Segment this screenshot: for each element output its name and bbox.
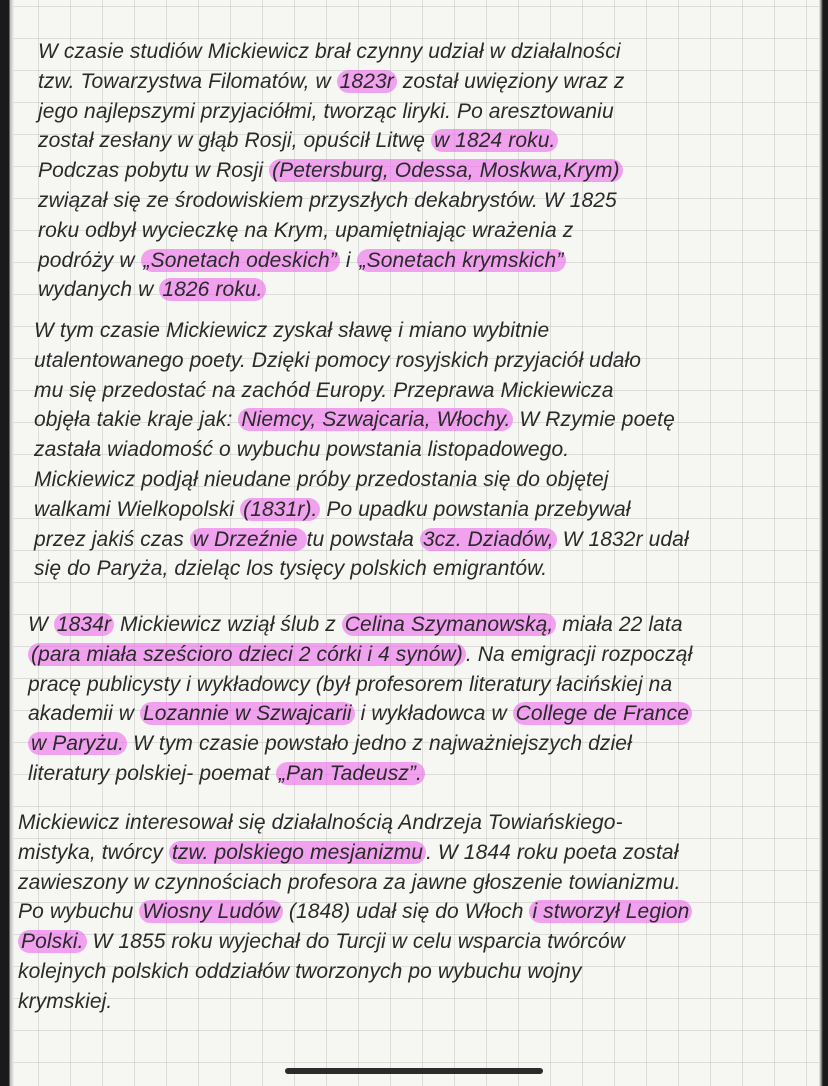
text-line bbox=[28, 610, 692, 640]
text-segment: objęła takie kraje jak: bbox=[34, 408, 239, 432]
text-line bbox=[38, 186, 625, 216]
highlighted-text: w Paryżu. bbox=[28, 732, 127, 755]
text-segment: akademii w bbox=[28, 702, 140, 726]
text-segment: walkami Wielkopolski bbox=[34, 497, 241, 521]
text-line bbox=[18, 987, 692, 1017]
text-line bbox=[38, 216, 625, 246]
highlighted-text: College de France bbox=[513, 702, 692, 725]
text-segment: roku odbył wycieczkę na Krym, upamiętniając wrażenia z bbox=[38, 218, 574, 242]
highlighted-text: „Sonetach krymskich” bbox=[357, 249, 567, 272]
text-line bbox=[38, 246, 625, 276]
text-line bbox=[18, 927, 692, 957]
text-segment: Podczas pobytu w Rosji bbox=[38, 159, 270, 183]
text-segment: (1848) udał się do Włoch bbox=[282, 900, 530, 924]
text-line bbox=[34, 405, 689, 435]
highlighted-text: „Pan Tadeusz”. bbox=[276, 762, 425, 785]
text-line bbox=[38, 37, 625, 67]
text-line bbox=[38, 275, 625, 305]
highlighted-text: 1834r bbox=[54, 613, 114, 636]
text-segment: Mickiewicz interesował się działalnością Andrzeja Towiańskiego- bbox=[18, 811, 623, 834]
text-line bbox=[28, 699, 692, 729]
text-segment: utalentowanego poety. Dzięki pomocy rosyjskich przyjaciół udało bbox=[34, 348, 642, 372]
highlighted-text: Wiosny Ludów bbox=[139, 900, 283, 923]
text-line bbox=[34, 376, 689, 406]
text-line bbox=[34, 525, 689, 555]
text-segment: został zesłany w głąb Rosji, opuścił Litwę bbox=[38, 129, 431, 153]
text-segment: mistyka, twórcy bbox=[18, 840, 169, 864]
paragraph-towianski bbox=[18, 808, 692, 1017]
highlighted-text: (Petersburg, Odessa, Moskwa,Krym) bbox=[269, 159, 623, 182]
text-line bbox=[18, 957, 692, 987]
text-line bbox=[38, 67, 625, 97]
text-segment: jego najlepszymi przyjaciółmi, tworząc liryki. Po aresztowaniu bbox=[38, 99, 614, 123]
highlighted-text: 1823r bbox=[337, 70, 397, 93]
text-segment: W czasie studiów Mickiewicz brał czynny udział w działalności bbox=[38, 40, 621, 63]
text-segment: związał się ze środowiskiem przyszłych dekabrystów. W 1825 bbox=[38, 188, 617, 212]
text-segment: Po wybuchu bbox=[18, 900, 140, 924]
text-line bbox=[28, 729, 692, 759]
text-line bbox=[34, 495, 689, 525]
text-segment: W tym czasie powstało jedno z najważniejszych dzieł bbox=[127, 732, 632, 756]
text-segment: W tym czasie Mickiewicz zyskał sławę i miano wybitnie bbox=[34, 319, 550, 342]
highlighted-text: (1831r). bbox=[240, 498, 320, 521]
text-segment: mu się przedostać na zachód Europy. Przeprawa Mickiewicza bbox=[34, 378, 614, 402]
paragraph-travels bbox=[34, 316, 689, 584]
highlighted-text: Celina Szymanowską, bbox=[342, 613, 557, 636]
text-line bbox=[28, 670, 692, 700]
text-segment: miała 22 lata bbox=[556, 613, 683, 636]
paragraph-studies bbox=[38, 37, 625, 305]
text-segment: się do Paryża, dzieląc los tysięcy polskich emigrantów. bbox=[34, 557, 548, 581]
text-line bbox=[34, 465, 689, 495]
paragraph-marriage bbox=[28, 610, 692, 789]
text-line bbox=[38, 97, 625, 127]
highlighted-text: Polski. bbox=[18, 930, 87, 953]
text-segment: zastała wiadomość o wybuchu powstania listopadowego. bbox=[34, 438, 570, 462]
text-line bbox=[18, 808, 692, 838]
text-line bbox=[38, 156, 625, 186]
highlighted-text: w Drzeźnie bbox=[190, 528, 307, 551]
text-segment: . W 1844 roku poeta został bbox=[426, 840, 679, 864]
text-segment: tu powstała bbox=[306, 527, 420, 551]
text-segment: kolejnych polskich oddziałów tworzonych po wybuchu wojny bbox=[18, 959, 582, 983]
text-segment: został uwięziony wraz z bbox=[396, 69, 625, 93]
text-line bbox=[28, 640, 692, 670]
text-segment: krymskiej. bbox=[18, 989, 113, 1013]
text-line bbox=[34, 554, 689, 584]
text-segment: Mickiewicz wziął ślub z bbox=[114, 613, 342, 636]
text-segment: W 1855 roku wyjechał do Turcji w celu wsparcia twórców bbox=[86, 930, 626, 954]
text-line bbox=[38, 126, 625, 156]
text-line bbox=[18, 868, 692, 898]
text-segment: W Rzymie poetę bbox=[513, 408, 675, 432]
text-segment: podróży w bbox=[38, 248, 141, 272]
text-segment: wydanych w bbox=[38, 278, 160, 302]
text-segment: W bbox=[28, 613, 54, 636]
text-segment: . Na emigracji rozpoczął bbox=[465, 642, 693, 666]
highlighted-text: w 1824 roku. bbox=[431, 129, 558, 152]
highlighted-text: 1826 roku. bbox=[159, 278, 265, 301]
highlighted-text: 3cz. Dziadów, bbox=[420, 528, 557, 551]
text-line bbox=[18, 897, 692, 927]
highlighted-text: Niemcy, Szwajcaria, Włochy. bbox=[238, 408, 513, 431]
text-line bbox=[34, 435, 689, 465]
highlighted-text: „Sonetach odeskich” bbox=[141, 249, 340, 272]
text-segment: pracę publicysty i wykładowcy (był profesorem literatury łacińskiej na bbox=[28, 672, 673, 696]
text-segment: literatury polskiej- poemat bbox=[28, 761, 276, 785]
text-segment: Po upadku powstania przebywał bbox=[320, 497, 631, 521]
text-line bbox=[34, 346, 689, 376]
text-line bbox=[34, 316, 689, 346]
text-segment: i wykładowca w bbox=[354, 702, 513, 726]
text-segment: tzw. Towarzystwa Filomatów, w bbox=[38, 69, 337, 93]
highlighted-text: tzw. polskiego mesjanizmu bbox=[169, 841, 426, 864]
highlighted-text: (para miała sześcioro dzieci 2 córki i 4 synów) bbox=[28, 643, 466, 666]
text-segment: W 1832r udał bbox=[556, 527, 689, 551]
home-indicator[interactable] bbox=[285, 1068, 543, 1074]
highlighted-text: Lozannie w Szwajcarii bbox=[140, 702, 355, 725]
highlighted-text: i stworzył Legion bbox=[529, 900, 692, 923]
text-segment: Mickiewicz podjął nieudane próby przedostania się do objętej bbox=[34, 467, 609, 491]
text-line bbox=[28, 759, 692, 789]
text-segment: przez jakiś czas bbox=[34, 527, 190, 551]
text-segment: zawieszony w czynnościach profesora za jawne głoszenie towianizmu. bbox=[18, 870, 681, 894]
text-line bbox=[18, 838, 692, 868]
text-segment: i bbox=[339, 248, 357, 272]
